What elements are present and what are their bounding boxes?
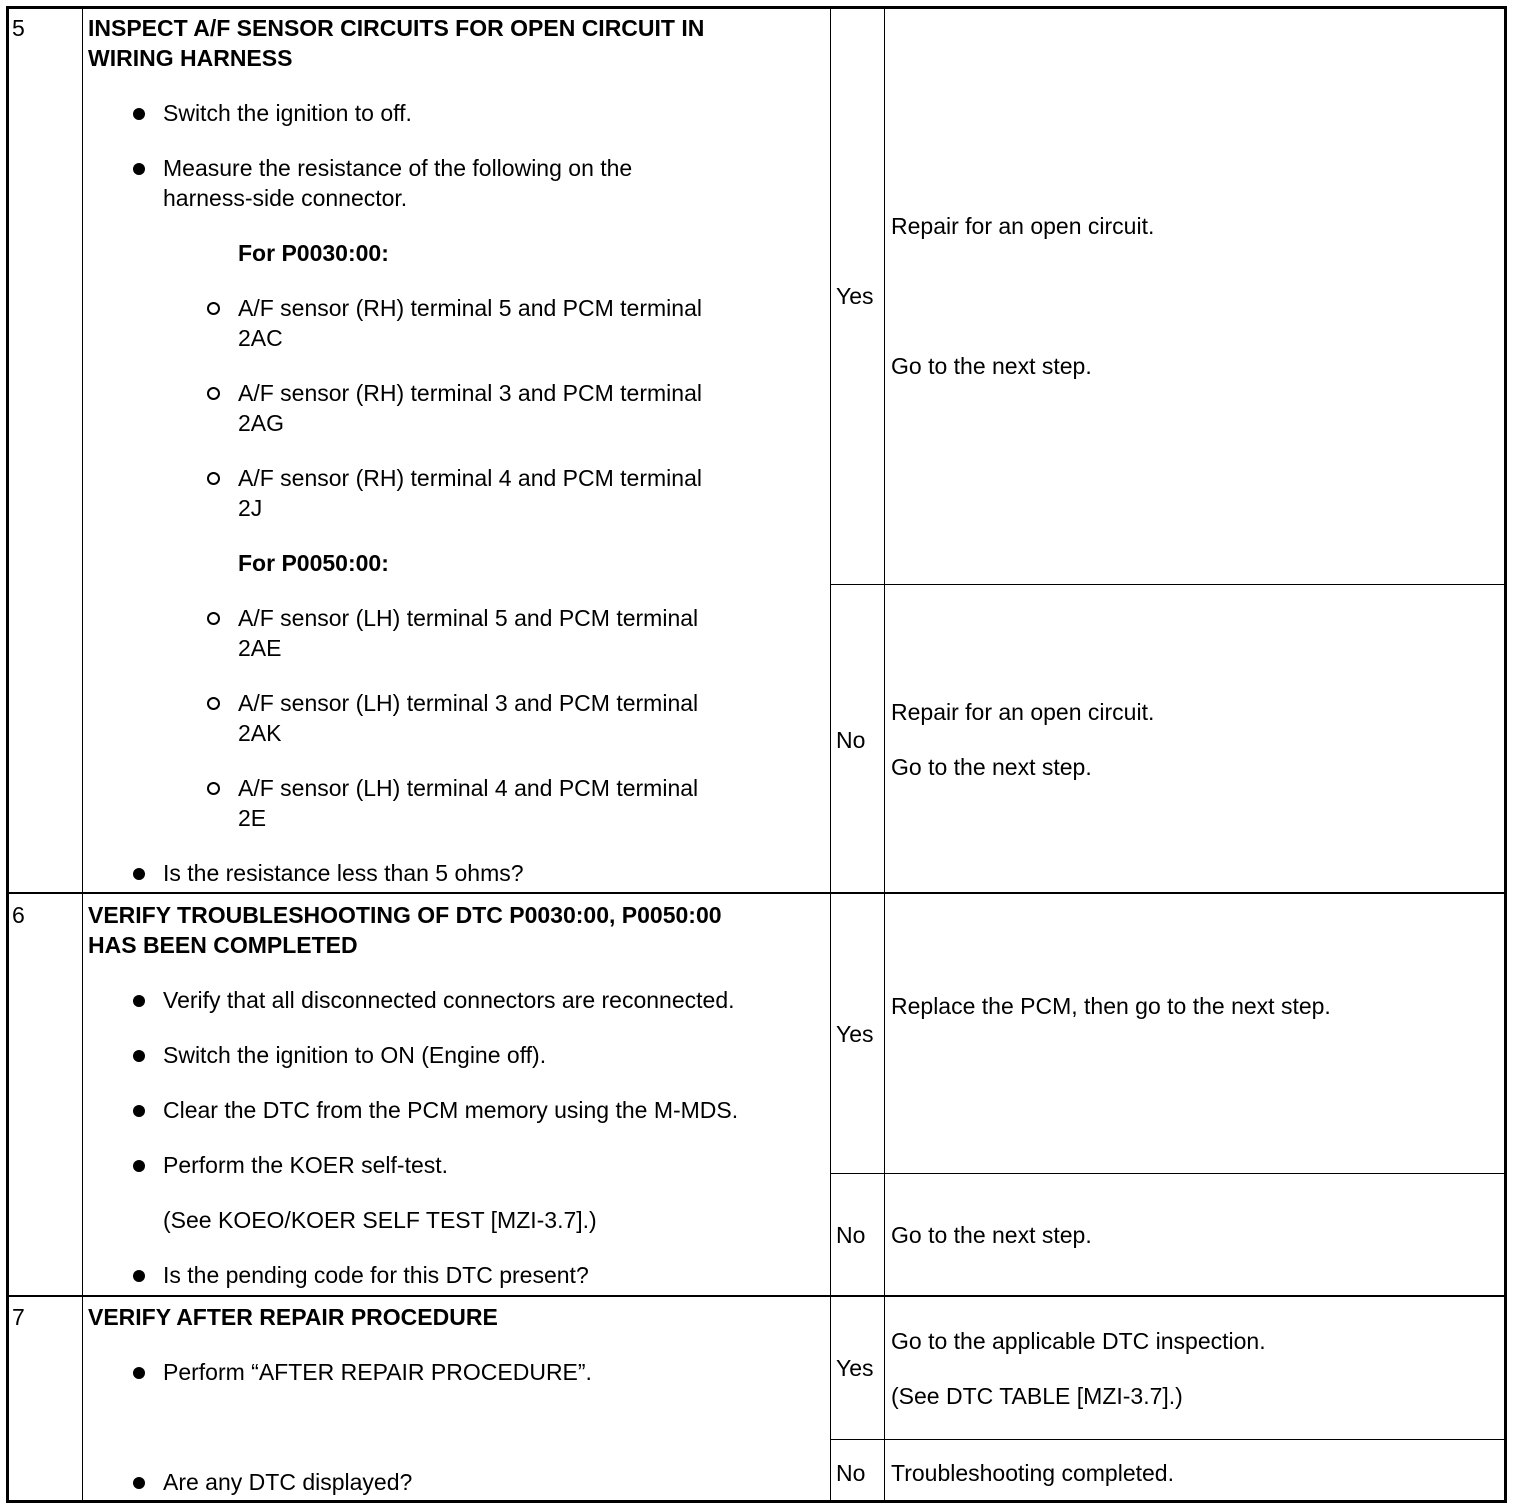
action-text: Go to the next step. bbox=[891, 1222, 1092, 1248]
sub-item-text: A/F sensor (RH) terminal 4 and PCM terminal bbox=[238, 465, 702, 491]
sub-item-text: A/F sensor (LH) terminal 4 and PCM terminal bbox=[238, 775, 699, 801]
bullet-icon bbox=[133, 1105, 145, 1117]
result-yes-label: Yes bbox=[836, 1021, 874, 1047]
result-no-label: No bbox=[836, 1222, 866, 1248]
action-text: Repair for an open circuit. bbox=[891, 213, 1155, 239]
instruction-text: Is the pending code for this DTC present? bbox=[163, 1262, 589, 1288]
action-text: Replace the PCM, then go to the next step. bbox=[891, 993, 1331, 1019]
step6-yes-no-divider bbox=[830, 1173, 1506, 1174]
bullet-icon bbox=[133, 868, 145, 880]
sub-bullet-icon bbox=[207, 697, 220, 710]
result-yes-label: Yes bbox=[836, 283, 874, 309]
sub-item-text: 2E bbox=[238, 805, 267, 831]
result-no-label: No bbox=[836, 1460, 866, 1486]
step-title: INSPECT A/F SENSOR CIRCUITS FOR OPEN CIRCUIT IN bbox=[88, 15, 705, 41]
bullet-icon bbox=[133, 1367, 145, 1379]
sub-bullet-icon bbox=[207, 302, 220, 315]
subgroup-heading: For P0050:00: bbox=[238, 550, 389, 576]
sub-item-text: 2AK bbox=[238, 720, 282, 746]
bullet-icon bbox=[133, 1160, 145, 1172]
reference-note: (See KOEO/KOER SELF TEST [MZI-3.7].) bbox=[163, 1207, 597, 1233]
action-text: (See DTC TABLE [MZI-3.7].) bbox=[891, 1383, 1183, 1409]
step7-yes-no-divider bbox=[830, 1439, 1506, 1440]
action-text: Go to the next step. bbox=[891, 353, 1092, 379]
bullet-icon bbox=[133, 1050, 145, 1062]
action-text: Troubleshooting completed. bbox=[891, 1460, 1174, 1486]
bullet-icon bbox=[133, 163, 145, 175]
column-divider-step bbox=[82, 8, 83, 1502]
sub-bullet-icon bbox=[207, 472, 220, 485]
bullet-icon bbox=[133, 995, 145, 1007]
row-divider-5-6 bbox=[8, 892, 1506, 894]
sub-item-text: 2AG bbox=[238, 410, 285, 436]
step-title: HAS BEEN COMPLETED bbox=[88, 932, 358, 958]
instruction-text: Measure the resistance of the following on the bbox=[163, 155, 633, 181]
instruction-text: Are any DTC displayed? bbox=[163, 1469, 413, 1495]
action-text: Repair for an open circuit. bbox=[891, 699, 1155, 725]
bullet-icon bbox=[133, 1270, 145, 1282]
instruction-text: Is the resistance less than 5 ohms? bbox=[163, 860, 524, 886]
sub-bullet-icon bbox=[207, 782, 220, 795]
instruction-text: Perform the KOER self-test. bbox=[163, 1152, 449, 1178]
action-text: Go to the applicable DTC inspection. bbox=[891, 1328, 1266, 1354]
instruction-text: harness-side connector. bbox=[163, 185, 408, 211]
instruction-text: Switch the ignition to ON (Engine off). bbox=[163, 1042, 547, 1068]
step-number: 7 bbox=[12, 1304, 25, 1330]
step-title: VERIFY AFTER REPAIR PROCEDURE bbox=[88, 1304, 498, 1330]
result-no-label: No bbox=[836, 727, 866, 753]
sub-bullet-icon bbox=[207, 387, 220, 400]
bullet-icon bbox=[133, 1477, 145, 1489]
sub-item-text: A/F sensor (RH) terminal 3 and PCM terminal bbox=[238, 380, 702, 406]
row-divider-6-7 bbox=[8, 1295, 1506, 1297]
sub-item-text: 2AE bbox=[238, 635, 282, 661]
sub-item-text: A/F sensor (RH) terminal 5 and PCM terminal bbox=[238, 295, 702, 321]
instruction-text: Switch the ignition to off. bbox=[163, 100, 412, 126]
column-divider-result bbox=[830, 8, 831, 1502]
step-title: VERIFY TROUBLESHOOTING OF DTC P0030:00, P0050:00 bbox=[88, 902, 722, 928]
sub-item-text: 2AC bbox=[238, 325, 283, 351]
step-number: 6 bbox=[12, 902, 25, 928]
step5-yes-no-divider bbox=[830, 584, 1506, 585]
sub-item-text: A/F sensor (LH) terminal 5 and PCM terminal bbox=[238, 605, 699, 631]
instruction-text: Verify that all disconnected connectors are reconnected. bbox=[163, 987, 735, 1013]
sub-bullet-icon bbox=[207, 612, 220, 625]
result-yes-label: Yes bbox=[836, 1355, 874, 1381]
sub-item-text: 2J bbox=[238, 495, 263, 521]
instruction-text: Perform “AFTER REPAIR PROCEDURE”. bbox=[163, 1359, 592, 1385]
column-divider-action bbox=[884, 8, 885, 1502]
step-number: 5 bbox=[12, 15, 25, 41]
step-title: WIRING HARNESS bbox=[88, 45, 293, 71]
action-text: Go to the next step. bbox=[891, 754, 1092, 780]
sub-item-text: A/F sensor (LH) terminal 3 and PCM terminal bbox=[238, 690, 699, 716]
bullet-icon bbox=[133, 108, 145, 120]
instruction-text: Clear the DTC from the PCM memory using the M-MDS. bbox=[163, 1097, 739, 1123]
subgroup-heading: For P0030:00: bbox=[238, 240, 389, 266]
